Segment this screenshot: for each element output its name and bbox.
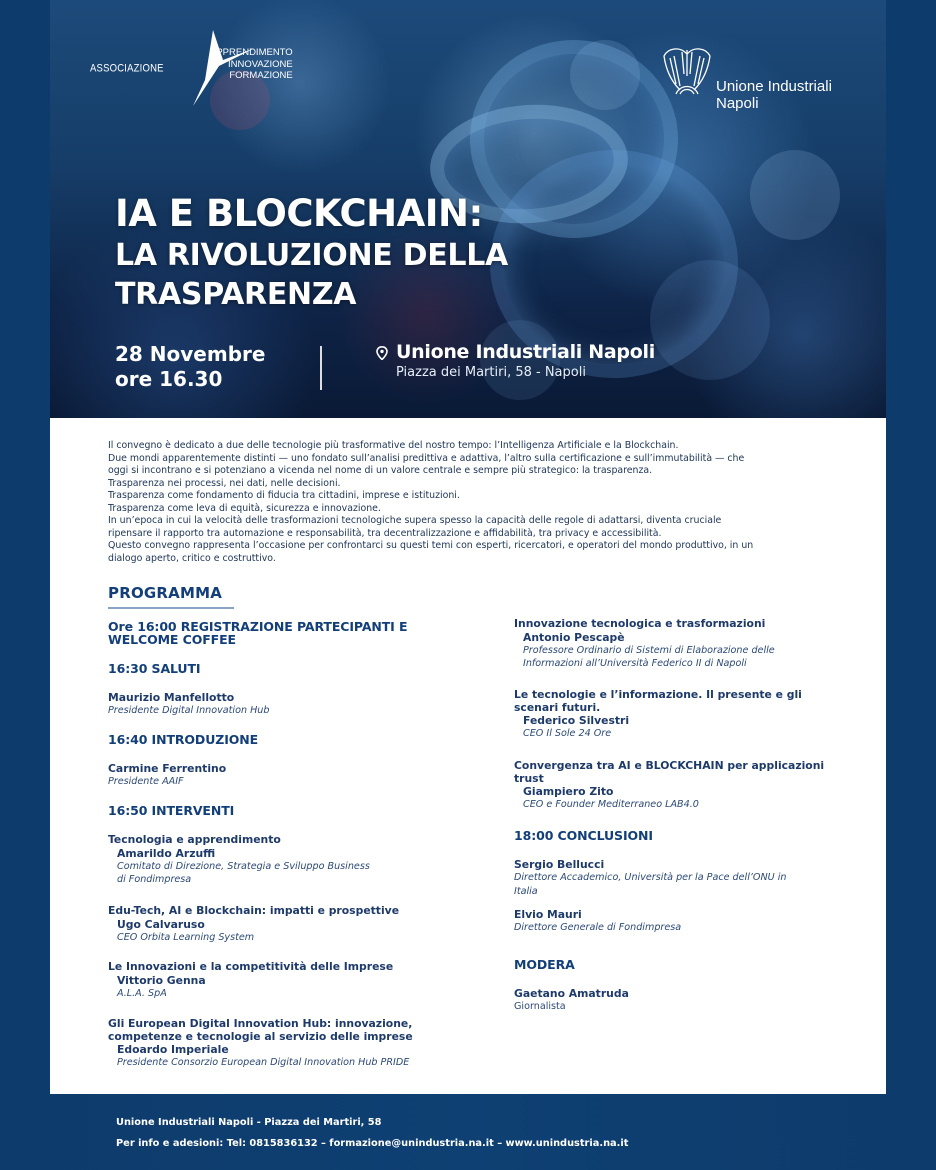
logo-left-lines: APPRENDIMENTO INNOVAZIONE FORMAZIONE <box>210 47 293 81</box>
program-heading-underline <box>108 607 234 609</box>
introduzione-block <box>108 733 468 789</box>
registration-block: Ore 16:00 REGISTRAZIONE PARTECIPANTI E WELCOME COFFEE <box>108 619 408 647</box>
introduzione-title: 16:40 INTRODUZIONE <box>108 732 259 747</box>
talk-item: Gli European Digital Innovation Hub: innovazione, competenze e tecnologie al servizio delle imprese Edoardo Imperiale Presidente Consorzio European Digital Innovation Hub PRIDE <box>108 1017 413 1068</box>
modera-block: MODERA Gaetano Amatruda Giornalista <box>514 958 854 1014</box>
venue-address: Piazza dei Martiri, 58 - Napoli <box>396 365 586 380</box>
event-date-time <box>115 342 265 392</box>
talk-item: Le Innovazioni e la competitività delle Imprese Vittorio Genna A.L.A. SpA <box>108 960 394 999</box>
map-pin-icon <box>376 346 388 360</box>
talk-item: Edu-Tech, AI e Blockchain: impatti e prospettive Ugo Calvaruso CEO Orbita Learning System <box>108 904 400 943</box>
title-line-3: TRASPARENZA <box>115 277 357 312</box>
logo-left-word: ASSOCIAZIONE <box>90 62 164 75</box>
conclusioni-title: 18:00 CONCLUSIONI <box>514 828 653 843</box>
talk-item: Le tecnologie e l’informazione. Il presente e gli scenari futuri. Federico Silvestri CEO Il Sole 24 Ore <box>514 688 802 739</box>
speaker-name: Maurizio Manfellotto <box>108 691 235 704</box>
content-panel <box>50 418 886 1094</box>
talk-item: Innovazione tecnologica e trasformazioni Antonio Pescapè Professore Ordinario di Sistemi di Elaborazione delle Informazioni all’Università Federico II di Napoli <box>514 617 775 669</box>
hero-banner <box>50 0 886 418</box>
footer-address: Unione Industriali Napoli - Piazza dei Martiri, 58 <box>116 1117 382 1128</box>
program-heading: PROGRAMMA <box>108 584 223 602</box>
venue-name: Unione Industriali Napoli <box>396 341 655 363</box>
event-date: 28 Novembre <box>115 342 266 366</box>
conclusioni-block: 18:00 CONCLUSIONI Sergio Bellucci Direttore Accademico, Università per la Pace dell’ONU in Italia Elvio Mauri Direttore Generale di Fondimpresa <box>514 829 854 935</box>
speaker-role: Presidente AAIF <box>108 776 184 787</box>
modera-title: MODERA <box>514 957 575 972</box>
unione-industriali-logo <box>662 44 862 114</box>
event-title <box>115 192 508 314</box>
footer-contacts: Per info e adesioni: Tel: 0815836132 – formazione@unindustria.na.it – www.unindustria.na.it <box>116 1138 629 1149</box>
saluti-title: 16:30 SALUTI <box>108 661 201 676</box>
aaif-logo <box>90 30 330 110</box>
intro-text: Il convegno è dedicato a due delle tecnologie più trasformative del nostro tempo: l’Intelligenza Artificiale e la Blockchain. Due mondi apparentemente distinti — uno fondato sull’analisi predittiva e adattiva, l’altro sulla certificazione e sull’immutabilità — che oggi si incontrano e si potenziano a vicenda nel nome di un valore centrale e sempre più strategico: la trasparenza. Trasparenza nei processi, nei dati, nelle decisioni. Trasparenza come fondamento di fiducia tra cittadini, imprese e istituzioni. Trasparenza come leva di equità, sicurezza e innovazione. In un’epoca in cui la velocità delle trasformazioni tecnologiche supera spesso la capacità delle regole di adattarsi, diventa cruciale ripensare il rapporto tra automazione e responsabilità, tra decentralizzazione e affidabilità, tra privacy e accessibilità. Questo convegno rappresenta l’occasione per confrontarci su questi temi con esperti, ricercatori, e operatori del mondo produttivo, in un dialogo aperto, critico e costruttivo. <box>108 440 754 564</box>
event-time: ore 16.30 <box>115 367 223 391</box>
title-line-2: LA RIVOLUZIONE DELLA <box>115 238 508 273</box>
talk-item: Convergenza tra AI e BLOCKCHAIN per applicazioni trust Giampiero Zito CEO e Founder Mediterraneo LAB4.0 <box>514 759 825 810</box>
eagle-icon <box>662 44 712 96</box>
speaker-role: Presidente Digital Innovation Hub <box>108 705 270 716</box>
divider <box>320 346 322 390</box>
interventi-title: 16:50 INTERVENTI <box>108 803 235 818</box>
interventi-block <box>108 804 468 817</box>
title-line-1: IA E BLOCKCHAIN: <box>115 192 483 235</box>
talk-item: Tecnologia e apprendimento Amarildo Arzuffi Comitato di Direzione, Strategia e Sviluppo Business di Fondimpresa <box>108 833 370 885</box>
saluti-block <box>108 662 468 718</box>
logo-right-name: Unione Industriali Napoli <box>716 78 832 112</box>
bokeh-light <box>750 150 840 240</box>
speaker-name: Carmine Ferrentino <box>108 762 227 775</box>
